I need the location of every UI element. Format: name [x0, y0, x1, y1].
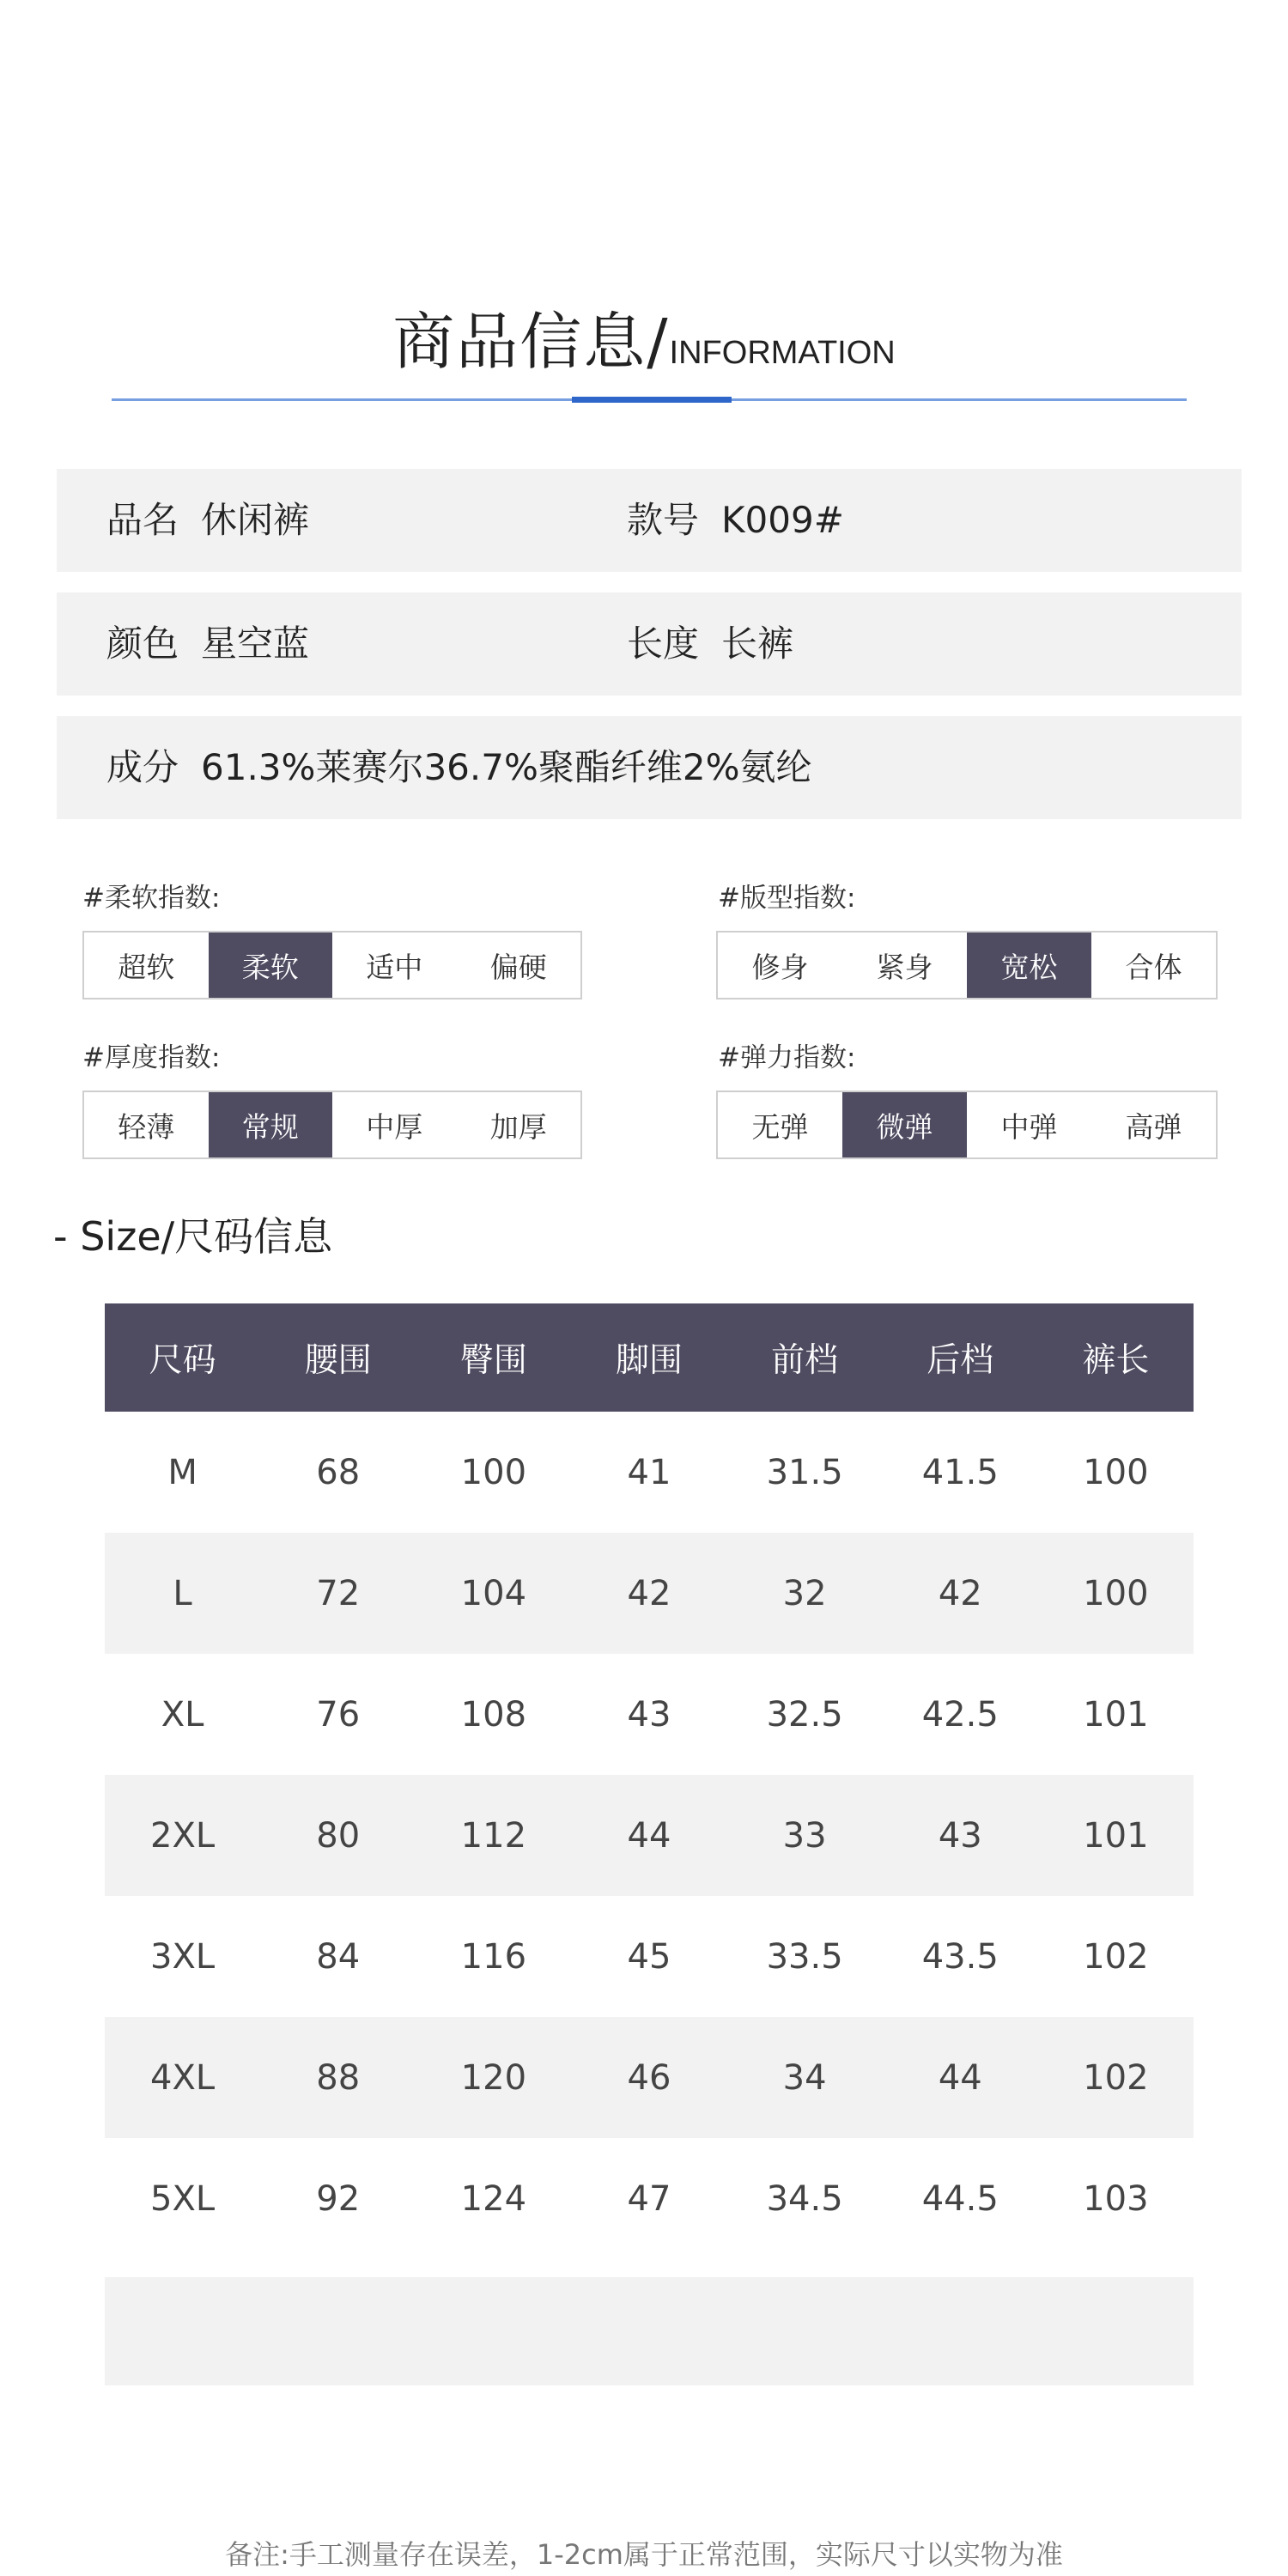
table-cell: 33.5: [766, 1936, 843, 1977]
table-cell: 120: [416, 2017, 571, 2138]
size-section-heading: - Size/尺码信息: [53, 1213, 333, 1260]
title-english: INFORMATION: [669, 335, 896, 371]
info-code-value: K009#: [721, 499, 844, 541]
table-cell: 42.5: [921, 1694, 999, 1735]
table-row: [105, 1654, 1194, 1775]
table-cell: 104: [416, 1533, 571, 1654]
table-cell: 116: [460, 1936, 527, 1977]
softness-option[interactable]: 柔软: [209, 933, 333, 998]
thickness-index-title: #厚度指数:: [82, 1042, 221, 1073]
table-row: [105, 1896, 1194, 2017]
info-length-value: 长裤: [721, 623, 794, 665]
table-cell: 32: [727, 1533, 883, 1654]
thickness-option[interactable]: 加厚: [489, 1109, 547, 1144]
fit-index-selector: [716, 931, 1218, 999]
column-header: 前档: [727, 1303, 883, 1412]
column-header: 尺码: [105, 1303, 260, 1412]
softness-option[interactable]: 超软: [118, 950, 175, 984]
table-blank-row: [105, 2277, 1194, 2385]
info-name-value: 休闲裤: [201, 499, 310, 541]
column-header: 臀围: [416, 1303, 571, 1412]
elasticity-index-title: #弹力指数:: [718, 1042, 856, 1073]
table-cell: L: [105, 1533, 260, 1654]
table-cell: 103: [1083, 2178, 1149, 2219]
table-cell: XL: [161, 1694, 204, 1735]
column-header: 后档: [883, 1303, 1038, 1412]
table-cell: 100: [460, 1452, 527, 1492]
info-code-label: 款号: [627, 499, 700, 541]
table-cell: 34.5: [766, 2178, 843, 2219]
table-cell: 3XL: [150, 1936, 216, 1977]
table-cell: 2XL: [105, 1775, 260, 1896]
table-cell: 41: [627, 1452, 671, 1492]
thickness-option[interactable]: 轻薄: [118, 1109, 175, 1144]
table-row: [105, 1533, 1194, 1654]
info-color-value: 星空蓝: [201, 623, 310, 665]
info-name-label: 品名: [106, 499, 179, 541]
table-cell: 101: [1083, 1694, 1149, 1735]
table-cell: 88: [260, 2017, 416, 2138]
page-title: [0, 292, 1288, 381]
thickness-option[interactable]: 常规: [209, 1092, 333, 1157]
softness-option[interactable]: 偏硬: [489, 950, 547, 984]
column-header: 腰围: [260, 1303, 416, 1412]
table-cell: 44.5: [921, 2178, 999, 2219]
table-cell: 41.5: [921, 1452, 999, 1492]
info-length: [627, 592, 793, 696]
info-row-composition: [57, 716, 1242, 819]
table-cell: 108: [460, 1694, 527, 1735]
table-cell: 80: [260, 1775, 416, 1896]
table-row: [105, 1412, 1194, 1533]
table-cell: 42: [883, 1533, 1038, 1654]
fit-option[interactable]: 合体: [1125, 950, 1182, 984]
table-cell: 45: [627, 1936, 671, 1977]
table-cell: 34: [727, 2017, 883, 2138]
table-cell: 44: [883, 2017, 1038, 2138]
table-cell: 124: [460, 2178, 527, 2219]
table-cell: 46: [571, 2017, 726, 2138]
table-cell: 72: [260, 1533, 416, 1654]
size-table-header-row: [105, 1303, 1194, 1412]
table-cell: 100: [1083, 1452, 1149, 1492]
table-row: [105, 1775, 1194, 1896]
info-composition-value: 61.3%莱赛尔36.7%聚酯纤维2%氨纶: [201, 746, 812, 788]
table-cell: 33: [727, 1775, 883, 1896]
table-row: [105, 2017, 1194, 2138]
elasticity-option[interactable]: 中弹: [1000, 1109, 1058, 1144]
table-cell: 42: [571, 1533, 726, 1654]
title-chinese: 商品信息/: [392, 306, 670, 378]
table-cell: 76: [316, 1694, 361, 1735]
size-table: [105, 1303, 1194, 2259]
table-cell: 68: [316, 1452, 361, 1492]
info-color-label: 颜色: [106, 623, 179, 665]
table-cell: 47: [627, 2178, 671, 2219]
elasticity-index-selector: [716, 1091, 1218, 1159]
info-row-name-code: [57, 469, 1242, 572]
info-code: [627, 469, 844, 572]
table-cell: 84: [316, 1936, 361, 1977]
table-cell: 5XL: [150, 2178, 216, 2219]
table-cell: 32.5: [766, 1694, 843, 1735]
table-cell: 43: [883, 1775, 1038, 1896]
thickness-option[interactable]: 中厚: [366, 1109, 423, 1144]
info-color: [106, 592, 309, 696]
title-divider-accent: [572, 397, 732, 403]
fit-index-title: #版型指数:: [718, 883, 856, 914]
info-length-label: 长度: [627, 623, 700, 665]
softness-index-selector: [82, 931, 582, 999]
table-row: [105, 2138, 1194, 2259]
footer-note: 备注:手工测量存在误差，1-2cm属于正常范围，实际尺寸以实物为准: [225, 2538, 1063, 2571]
table-cell: 112: [416, 1775, 571, 1896]
fit-option[interactable]: 紧身: [876, 950, 933, 984]
table-cell: 102: [1083, 1936, 1149, 1977]
table-cell: 100: [1038, 1533, 1194, 1654]
info-row-color-length: [57, 592, 1242, 696]
column-header: 裤长: [1038, 1303, 1194, 1412]
table-cell: 43.5: [921, 1936, 999, 1977]
table-cell: 43: [627, 1694, 671, 1735]
thickness-index-selector: [82, 1091, 582, 1159]
table-cell: M: [167, 1452, 197, 1492]
fit-option[interactable]: 宽松: [967, 933, 1091, 998]
table-cell: 44: [571, 1775, 726, 1896]
elasticity-option[interactable]: 无弹: [751, 1109, 809, 1144]
info-composition-label: 成分: [106, 746, 179, 788]
info-composition: [106, 716, 812, 819]
table-cell: 4XL: [105, 2017, 260, 2138]
column-header: 脚围: [571, 1303, 726, 1412]
elasticity-option[interactable]: 高弹: [1125, 1109, 1182, 1144]
info-name: [106, 469, 309, 572]
table-cell: 31.5: [766, 1452, 843, 1492]
table-cell: 92: [316, 2178, 361, 2219]
softness-option[interactable]: 适中: [366, 950, 423, 984]
fit-option[interactable]: 修身: [751, 950, 809, 984]
table-cell: 101: [1038, 1775, 1194, 1896]
elasticity-option[interactable]: 微弹: [842, 1092, 967, 1157]
softness-index-title: #柔软指数:: [82, 883, 221, 914]
table-cell: 102: [1038, 2017, 1194, 2138]
